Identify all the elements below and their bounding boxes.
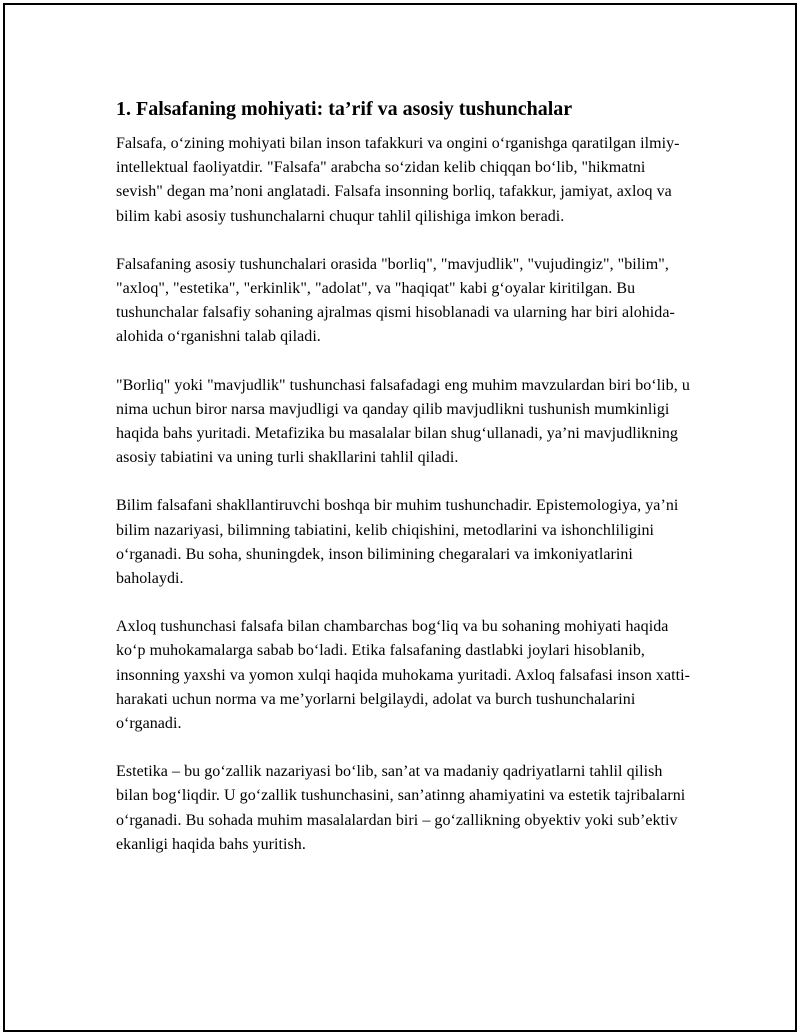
document-body bbox=[116, 96, 696, 881]
paragraph-axloq: Axloq tushunchasi falsafa bilan chambarchas bog‘liq va bu sohaning mohiyati haqida ko‘p muhokamalarga sabab bo‘ladi. Etika falsafaning dastlabki joylari hisoblanib, insonning yaxshi va yomon xulqi haqida muhokama yuritadi. Axloq falsafasi inson xatti-harakati uchun norma va me’yorlarni belgilaydi, adolat va burch tushunchalarini o‘rganadi. bbox=[116, 618, 690, 733]
section-heading: 1. Falsafaning mohiyati: ta’rif va asosiy tushunchalar bbox=[116, 98, 573, 120]
paragraph-borliq: "Borliq" yoki "mavjudlik" tushunchasi falsafadagi eng muhim mavzulardan biri bo‘lib, u nima uchun biror narsa mavjudligi va qanday qilib mavjudlikni tushunish mumkinligi haqida bahs yuritadi. Metafizika bu masalalar bilan shug‘ullanadi, ya’ni mavjudlikning asosiy tabiatini va uning turli shakllarini tahlil qiladi. bbox=[116, 376, 690, 467]
paragraph-estetika: Estetika – bu go‘zallik nazariyasi bo‘lib, san’at va madaniy qadriyatlarni tahlil qilish bilan bog‘liqdir. U go‘zallik tushunchasini, san’atinng ahamiyatini va estetik tajribalarni o‘rganadi. Bu sohada muhim masalalardan biri – go‘zallikning obyektiv yoki sub’ektiv ekanligi haqida bahs yuritish. bbox=[116, 763, 686, 853]
paragraph-falsafa-definition: Falsafa, o‘zining mohiyati bilan inson tafakkuri va ongini o‘rganishga qaratilgan ilmiy-intellektual faoliyatdir. "Falsafa" arabcha so‘zidan kelib chiqqan bo‘lib, "hikmatni sevish" degan ma’noni anglatadi. Falsafa insonning borliq, tafakkur, jamiyat, axloq va bilim kabi asosiy tushunchalarni chuqur tahlil qilishiga imkon beradi. bbox=[116, 135, 680, 225]
paragraph-key-concepts: Falsafaning asosiy tushunchalari orasida "borliq", "mavjudlik", "vujudingiz", "bilim", "axloq", "estetika", "erkinlik", "adolat", va "haqiqat" kabi g‘oyalar kiritilgan. Bu tushunchalar falsafiy sohaning ajralmas qismi hisoblanadi va ularning har biri alohida-alohida o‘rganishni talab qiladi. bbox=[116, 255, 675, 346]
paragraph-bilim: Bilim falsafani shakllantiruvchi boshqa bir muhim tushunchadir. Epistemologiya, ya’ni bilim nazariyasi, bilimning tabiatini, kelib chiqishini, metodlarini va ishonchliligini o‘rganadi. Bu soha, shuningdek, inson bilimining chegaralari va imkoniyatlarini baholaydi. bbox=[116, 497, 679, 588]
